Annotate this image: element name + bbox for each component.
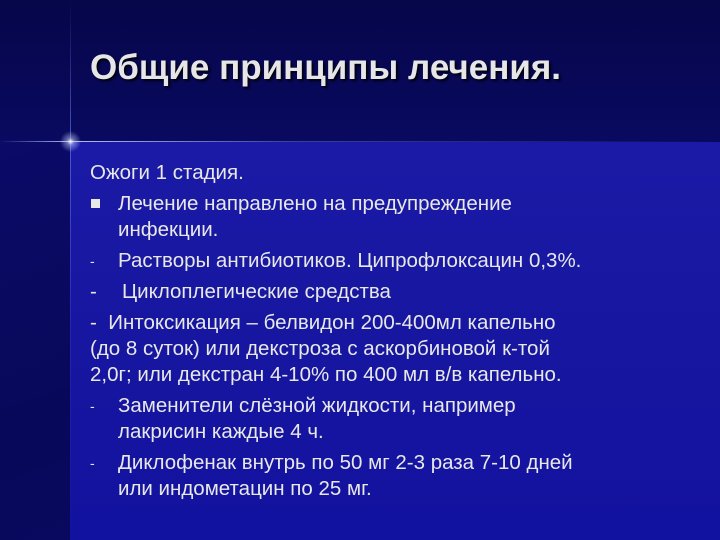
- dash-item-antibiotics: [90, 248, 705, 274]
- paragraph-line: или индометацин по 25 мг.: [118, 477, 372, 500]
- square-bullet-icon: [90, 191, 118, 217]
- slide-title: Общие принципы лечения.: [90, 48, 561, 87]
- dash-bullet: -: [90, 311, 97, 334]
- paragraph-line: лакрисин каждые 4 ч.: [118, 420, 324, 443]
- dash-item-tear-substitutes: [90, 393, 705, 445]
- paragraph-line: Интоксикация – белвидон 200-400мл капельно: [108, 311, 556, 334]
- paragraph-line: Растворы антибиотиков. Ципрофлоксацин 0,3%.: [118, 249, 582, 272]
- dash-item-intoxication: [90, 310, 705, 388]
- paragraph-line: 2,0г; или декстран 4-10% по 400 мл в/в капельно.: [90, 363, 562, 386]
- sparkle-icon: [58, 129, 83, 154]
- paragraph-line: Лечение направлено на предупреждение: [118, 192, 512, 215]
- dash-bullet: -: [90, 253, 95, 269]
- dash-bullet: -: [90, 398, 95, 414]
- paragraph-line: Циклоплегические средства: [122, 280, 391, 303]
- paragraph-line: Ожоги 1 стадия.: [90, 161, 244, 184]
- paragraph-line: (до 8 суток) или декстроза с аскорбиновой к-той: [90, 337, 550, 360]
- bullet-item-treatment-goal: [90, 191, 705, 243]
- decorative-horizontal-line: [0, 141, 720, 142]
- decorative-vertical-line: [70, 0, 71, 540]
- dash-bullet: -: [90, 455, 95, 471]
- slide-body: [90, 160, 705, 507]
- paragraph-line: Заменители слёзной жидкости, например: [118, 394, 516, 417]
- dash-item-cycloplegics: [90, 279, 705, 305]
- paragraph-line: Диклофенак внутрь по 50 мг 2-3 раза 7-10 дней: [118, 451, 573, 474]
- dash-item-diclofenac: [90, 450, 705, 502]
- dash-bullet: -: [90, 280, 97, 303]
- paragraph-line: инфекции.: [118, 218, 219, 241]
- paragraph-burns-stage: [90, 160, 705, 186]
